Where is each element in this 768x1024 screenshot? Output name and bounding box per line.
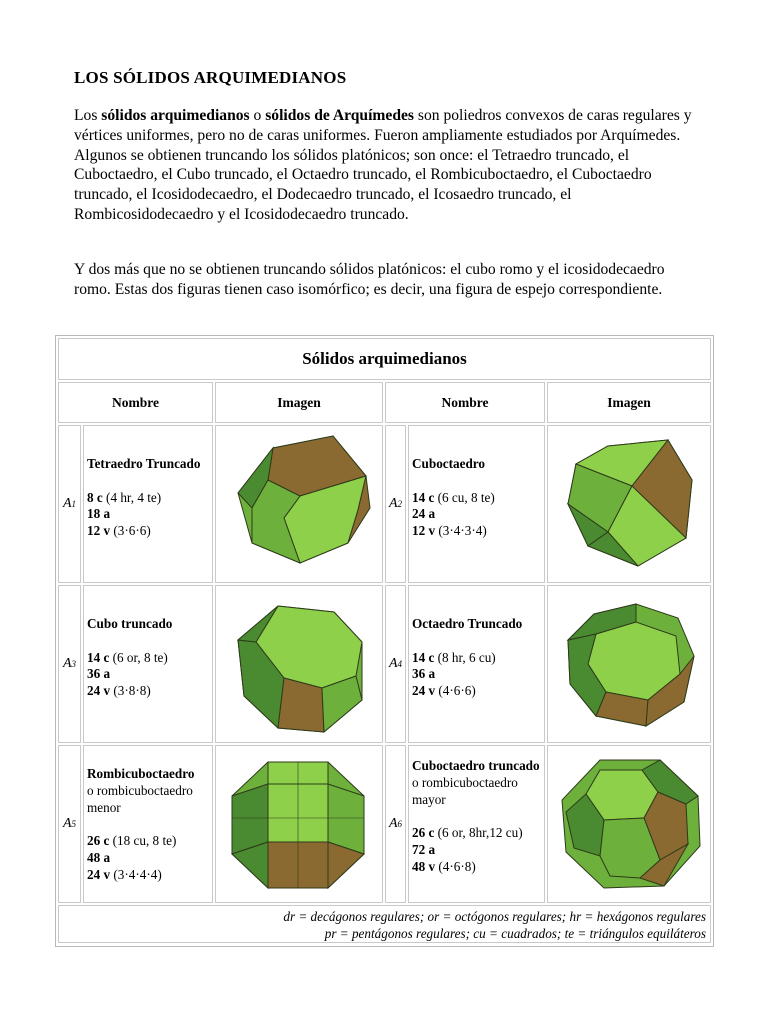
solid-name-cell [408, 585, 545, 743]
solid-edges: 36 a [412, 666, 436, 682]
solid-label: A 6 [385, 745, 406, 903]
solid-name: Cuboctaedro [412, 456, 486, 471]
solid-alt-name: o rombicuboctaedro menor [87, 782, 193, 815]
solid-vertices: 12 v (3·6·6) [87, 523, 151, 539]
solid-faces: 26 c (18 cu, 8 te) [87, 833, 177, 849]
table-legend [58, 905, 711, 943]
solid-image-cell [547, 745, 711, 903]
solid-image-cell [215, 425, 383, 583]
solid-faces: 14 c (6 cu, 8 te) [412, 489, 495, 505]
solid-label: A 1 [58, 425, 81, 583]
solid-vertices: 24 v (3·4·4·4) [87, 866, 162, 882]
page-title: LOS SÓLIDOS ARQUIMEDIANOS [74, 68, 347, 87]
solid-name-cell [408, 425, 545, 583]
solid-name: Cubo truncado [87, 616, 173, 631]
solid-figure [554, 434, 704, 574]
solid-name: Rombicuboctaedro [87, 766, 195, 781]
solid-label: A 5 [58, 745, 81, 903]
solid-name-cell [83, 585, 213, 743]
intro-paragraph: Los sólidos arquimedianos o sólidos de Arquímedes son poliedros convexos de caras regulares y vértices uniformes, pero no de caras uniformes. Fueron ampliamente estudiados por Arquímedes. Algunos se obtienen truncando los sólidos platónicos; son once: el Tetraedro truncado, el Cuboctaedro, el Cubo truncado, el Octaedro truncado, el Rombicuboctaedro, el Cuboctaedro truncado, el Icosidodecaedro, el Dodecaedro truncado, el Icosaedro truncado, el Rombicosidodecaedro y el Icosidodecaedro truncado. [74, 107, 692, 223]
solid-image-cell [215, 745, 383, 903]
header-nombre-1: Nombre [58, 382, 213, 423]
solid-vertices: 48 v (4·6·8) [412, 858, 476, 874]
solid-name-cell [408, 745, 545, 903]
solid-image-cell [547, 425, 711, 583]
solid-faces: 14 c (6 or, 8 te) [87, 649, 168, 665]
solid-name-cell [83, 745, 213, 903]
solid-name: Octaedro Truncado [412, 616, 523, 631]
solid-faces: 26 c (6 or, 8hr,12 cu) [412, 825, 523, 841]
solid-name: Cuboctaedro truncado [412, 758, 540, 773]
solid-label: A 4 [385, 585, 406, 743]
solid-figure [224, 754, 374, 894]
header-nombre-2: Nombre [385, 382, 545, 423]
solid-name: Tetraedro Truncado [87, 456, 201, 471]
solid-figure [554, 594, 704, 734]
header-imagen-2: Imagen [547, 382, 711, 423]
table-caption: Sólidos arquimedianos [58, 338, 711, 380]
solid-faces: 8 c (4 hr, 4 te) [87, 489, 162, 505]
solid-image-cell [547, 585, 711, 743]
solid-vertices: 12 v (3·4·3·4) [412, 523, 487, 539]
solid-edges: 72 a [412, 841, 436, 857]
solid-vertices: 24 v (4·6·6) [412, 683, 476, 699]
solid-label: A 2 [385, 425, 406, 583]
solid-figure [224, 434, 374, 574]
solid-edges: 48 a [87, 849, 111, 865]
solid-alt-name: o rombicuboctaedro mayor [412, 774, 518, 807]
solid-vertices: 24 v (3·8·8) [87, 683, 151, 699]
solid-figure [554, 754, 704, 894]
solid-figure [224, 594, 374, 734]
solid-faces: 14 c (8 hr, 6 cu) [412, 649, 496, 665]
solids-table [55, 335, 714, 947]
header-imagen-1: Imagen [215, 382, 383, 423]
second-paragraph: Y dos más que no se obtienen truncando sólidos platónicos: el cubo romo y el icosidodecaedro romo. Estas dos figuras tienen caso isomórfico; es decir, una figura de espejo correspondiente. [74, 261, 665, 298]
legend-line-2: pr = pentágonos regulares; cu = cuadrados; te = triángulos equiláteros [324, 926, 706, 941]
solid-edges: 18 a [87, 506, 111, 522]
solid-edges: 36 a [87, 666, 111, 682]
solid-edges: 24 a [412, 506, 436, 522]
solid-label: A 3 [58, 585, 81, 743]
legend-line-1: dr = decágonos regulares; or = octógonos regulares; hr = hexágonos regulares [283, 909, 706, 924]
solid-image-cell [215, 585, 383, 743]
solid-name-cell [83, 425, 213, 583]
